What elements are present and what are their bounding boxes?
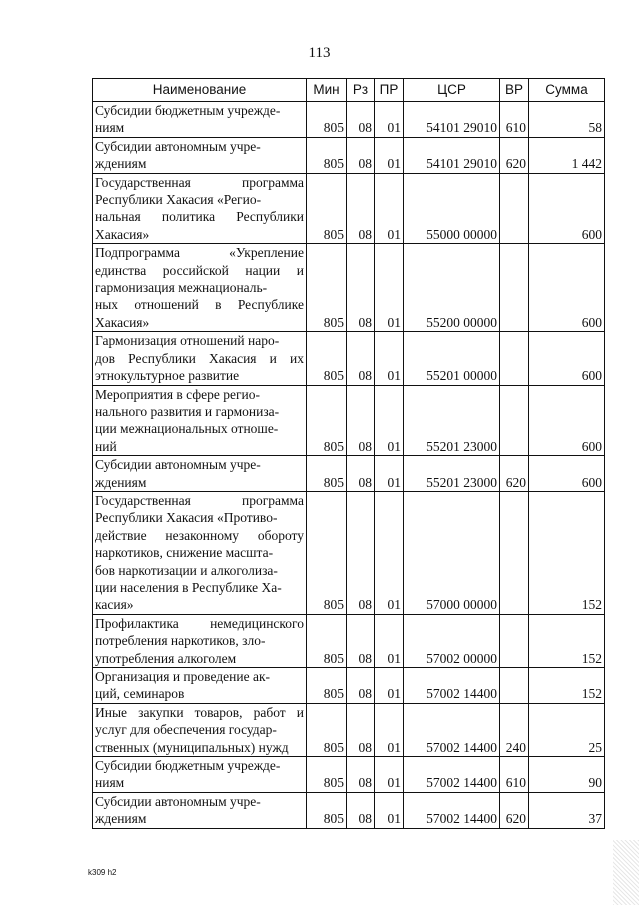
row-pr-cell: 01	[375, 173, 404, 244]
row-name-cell: Субсидии автономным учре- ждениям	[93, 456, 307, 492]
row-name-cell: Государственная программа Республики Хакасия «Противо- действие незаконному обороту наркотиков, снижение масшта- бов наркотизации и алкоголиза- ции населения в Республике Ха- касия»	[93, 491, 307, 614]
row-min-cell: 805	[307, 137, 347, 173]
row-rz-cell: 08	[347, 757, 375, 793]
row-name-cell: Субсидии бюджетным учрежде- ниям	[93, 102, 307, 138]
table-row	[93, 102, 605, 138]
row-rz-cell: 08	[347, 703, 375, 756]
row-rz-cell: 08	[347, 491, 375, 614]
row-rz-cell: 08	[347, 792, 375, 828]
row-pr-cell: 01	[375, 137, 404, 173]
row-min-cell: 805	[307, 703, 347, 756]
row-rz-cell: 08	[347, 244, 375, 332]
table-row	[93, 385, 605, 456]
row-pr-cell: 01	[375, 385, 404, 456]
row-vr-cell	[500, 244, 529, 332]
row-rz-cell: 08	[347, 102, 375, 138]
row-vr-cell	[500, 491, 529, 614]
row-pr-cell: 01	[375, 244, 404, 332]
table-body	[93, 102, 605, 829]
table-row	[93, 244, 605, 332]
row-name-cell: Государственная программа Республики Хакасия «Регио- нальная политика Республики Хакасия»	[93, 173, 307, 244]
table-header-row	[93, 79, 605, 102]
row-sum-cell: 600	[529, 385, 605, 456]
row-rz-cell: 08	[347, 137, 375, 173]
row-rz-cell: 08	[347, 332, 375, 385]
row-vr-cell: 620	[500, 456, 529, 492]
row-min-cell: 805	[307, 757, 347, 793]
row-sum-cell: 600	[529, 456, 605, 492]
row-pr-cell: 01	[375, 332, 404, 385]
row-vr-cell	[500, 332, 529, 385]
row-vr-cell: 610	[500, 757, 529, 793]
row-csr-cell: 55201 00000	[404, 332, 500, 385]
row-vr-cell	[500, 614, 529, 667]
row-name-cell: Субсидии автономным учре- ждениям	[93, 792, 307, 828]
row-rz-cell: 08	[347, 614, 375, 667]
row-sum-cell: 152	[529, 614, 605, 667]
budget-table	[92, 78, 605, 829]
row-min-cell: 805	[307, 491, 347, 614]
header-min: Мин	[307, 79, 347, 102]
row-pr-cell: 01	[375, 102, 404, 138]
row-rz-cell: 08	[347, 173, 375, 244]
row-pr-cell: 01	[375, 491, 404, 614]
row-min-cell: 805	[307, 244, 347, 332]
table-row	[93, 668, 605, 704]
row-vr-cell: 610	[500, 102, 529, 138]
page-number: 113	[308, 45, 331, 61]
row-vr-cell	[500, 668, 529, 704]
row-name-cell: Иные закупки товаров, работ и услуг для обеспечения государ- ственных (муниципальных) нужд	[93, 703, 307, 756]
row-csr-cell: 57002 14400	[404, 668, 500, 704]
header-vr: ВР	[500, 79, 529, 102]
row-sum-cell: 600	[529, 332, 605, 385]
row-sum-cell: 25	[529, 703, 605, 756]
row-csr-cell: 57002 14400	[404, 703, 500, 756]
table-row	[93, 792, 605, 828]
row-sum-cell: 152	[529, 668, 605, 704]
row-min-cell: 805	[307, 456, 347, 492]
row-pr-cell: 01	[375, 757, 404, 793]
row-min-cell: 805	[307, 173, 347, 244]
row-name-cell: Гармонизация отношений наро- дов Республики Хакасия и их этнокультурное развитие	[93, 332, 307, 385]
scan-artifact	[613, 840, 639, 905]
row-sum-cell: 152	[529, 491, 605, 614]
row-csr-cell: 54101 29010	[404, 137, 500, 173]
row-name-cell: Организация и проведение ак- ций, семинаров	[93, 668, 307, 704]
row-sum-cell: 37	[529, 792, 605, 828]
row-sum-cell: 90	[529, 757, 605, 793]
row-csr-cell: 57002 00000	[404, 614, 500, 667]
table-row	[93, 614, 605, 667]
header-pr: ПР	[375, 79, 404, 102]
row-vr-cell: 620	[500, 137, 529, 173]
row-pr-cell: 01	[375, 792, 404, 828]
row-csr-cell: 57000 00000	[404, 491, 500, 614]
row-min-cell: 805	[307, 668, 347, 704]
row-min-cell: 805	[307, 614, 347, 667]
row-min-cell: 805	[307, 792, 347, 828]
row-name-cell: Профилактика немедицинского потребления наркотиков, зло- употребления алкоголем	[93, 614, 307, 667]
header-sum: Сумма	[529, 79, 605, 102]
row-csr-cell: 57002 14400	[404, 757, 500, 793]
header-csr: ЦСР	[404, 79, 500, 102]
row-pr-cell: 01	[375, 668, 404, 704]
row-sum-cell: 1 442	[529, 137, 605, 173]
row-pr-cell: 01	[375, 614, 404, 667]
row-name-cell: Субсидии бюджетным учрежде- ниям	[93, 757, 307, 793]
row-pr-cell: 01	[375, 456, 404, 492]
row-name-cell: Мероприятия в сфере регио- нального развития и гармониза- ции межнациональных отноше- ний	[93, 385, 307, 456]
table-row	[93, 137, 605, 173]
table-row	[93, 491, 605, 614]
row-rz-cell: 08	[347, 456, 375, 492]
row-sum-cell: 600	[529, 173, 605, 244]
header-rz: Рз	[347, 79, 375, 102]
table-row	[93, 703, 605, 756]
header-name: Наименование	[93, 79, 307, 102]
row-sum-cell: 58	[529, 102, 605, 138]
row-csr-cell: 57002 14400	[404, 792, 500, 828]
row-csr-cell: 55200 00000	[404, 244, 500, 332]
row-csr-cell: 54101 29010	[404, 102, 500, 138]
footer-code: k309 h2	[88, 868, 117, 877]
row-sum-cell: 600	[529, 244, 605, 332]
row-rz-cell: 08	[347, 385, 375, 456]
row-csr-cell: 55000 00000	[404, 173, 500, 244]
row-min-cell: 805	[307, 102, 347, 138]
row-pr-cell: 01	[375, 703, 404, 756]
row-csr-cell: 55201 23000	[404, 385, 500, 456]
row-name-cell: Субсидии автономным учре- ждениям	[93, 137, 307, 173]
row-csr-cell: 55201 23000	[404, 456, 500, 492]
table-row	[93, 332, 605, 385]
table-row	[93, 456, 605, 492]
row-vr-cell: 240	[500, 703, 529, 756]
row-vr-cell	[500, 385, 529, 456]
row-name-cell: Подпрограмма «Укрепление единства российской нации и гармонизация межнациональ- ных отношений в Республике Хакасия»	[93, 244, 307, 332]
row-vr-cell	[500, 173, 529, 244]
row-vr-cell: 620	[500, 792, 529, 828]
table-row	[93, 757, 605, 793]
row-min-cell: 805	[307, 385, 347, 456]
table-row	[93, 173, 605, 244]
row-min-cell: 805	[307, 332, 347, 385]
row-rz-cell: 08	[347, 668, 375, 704]
